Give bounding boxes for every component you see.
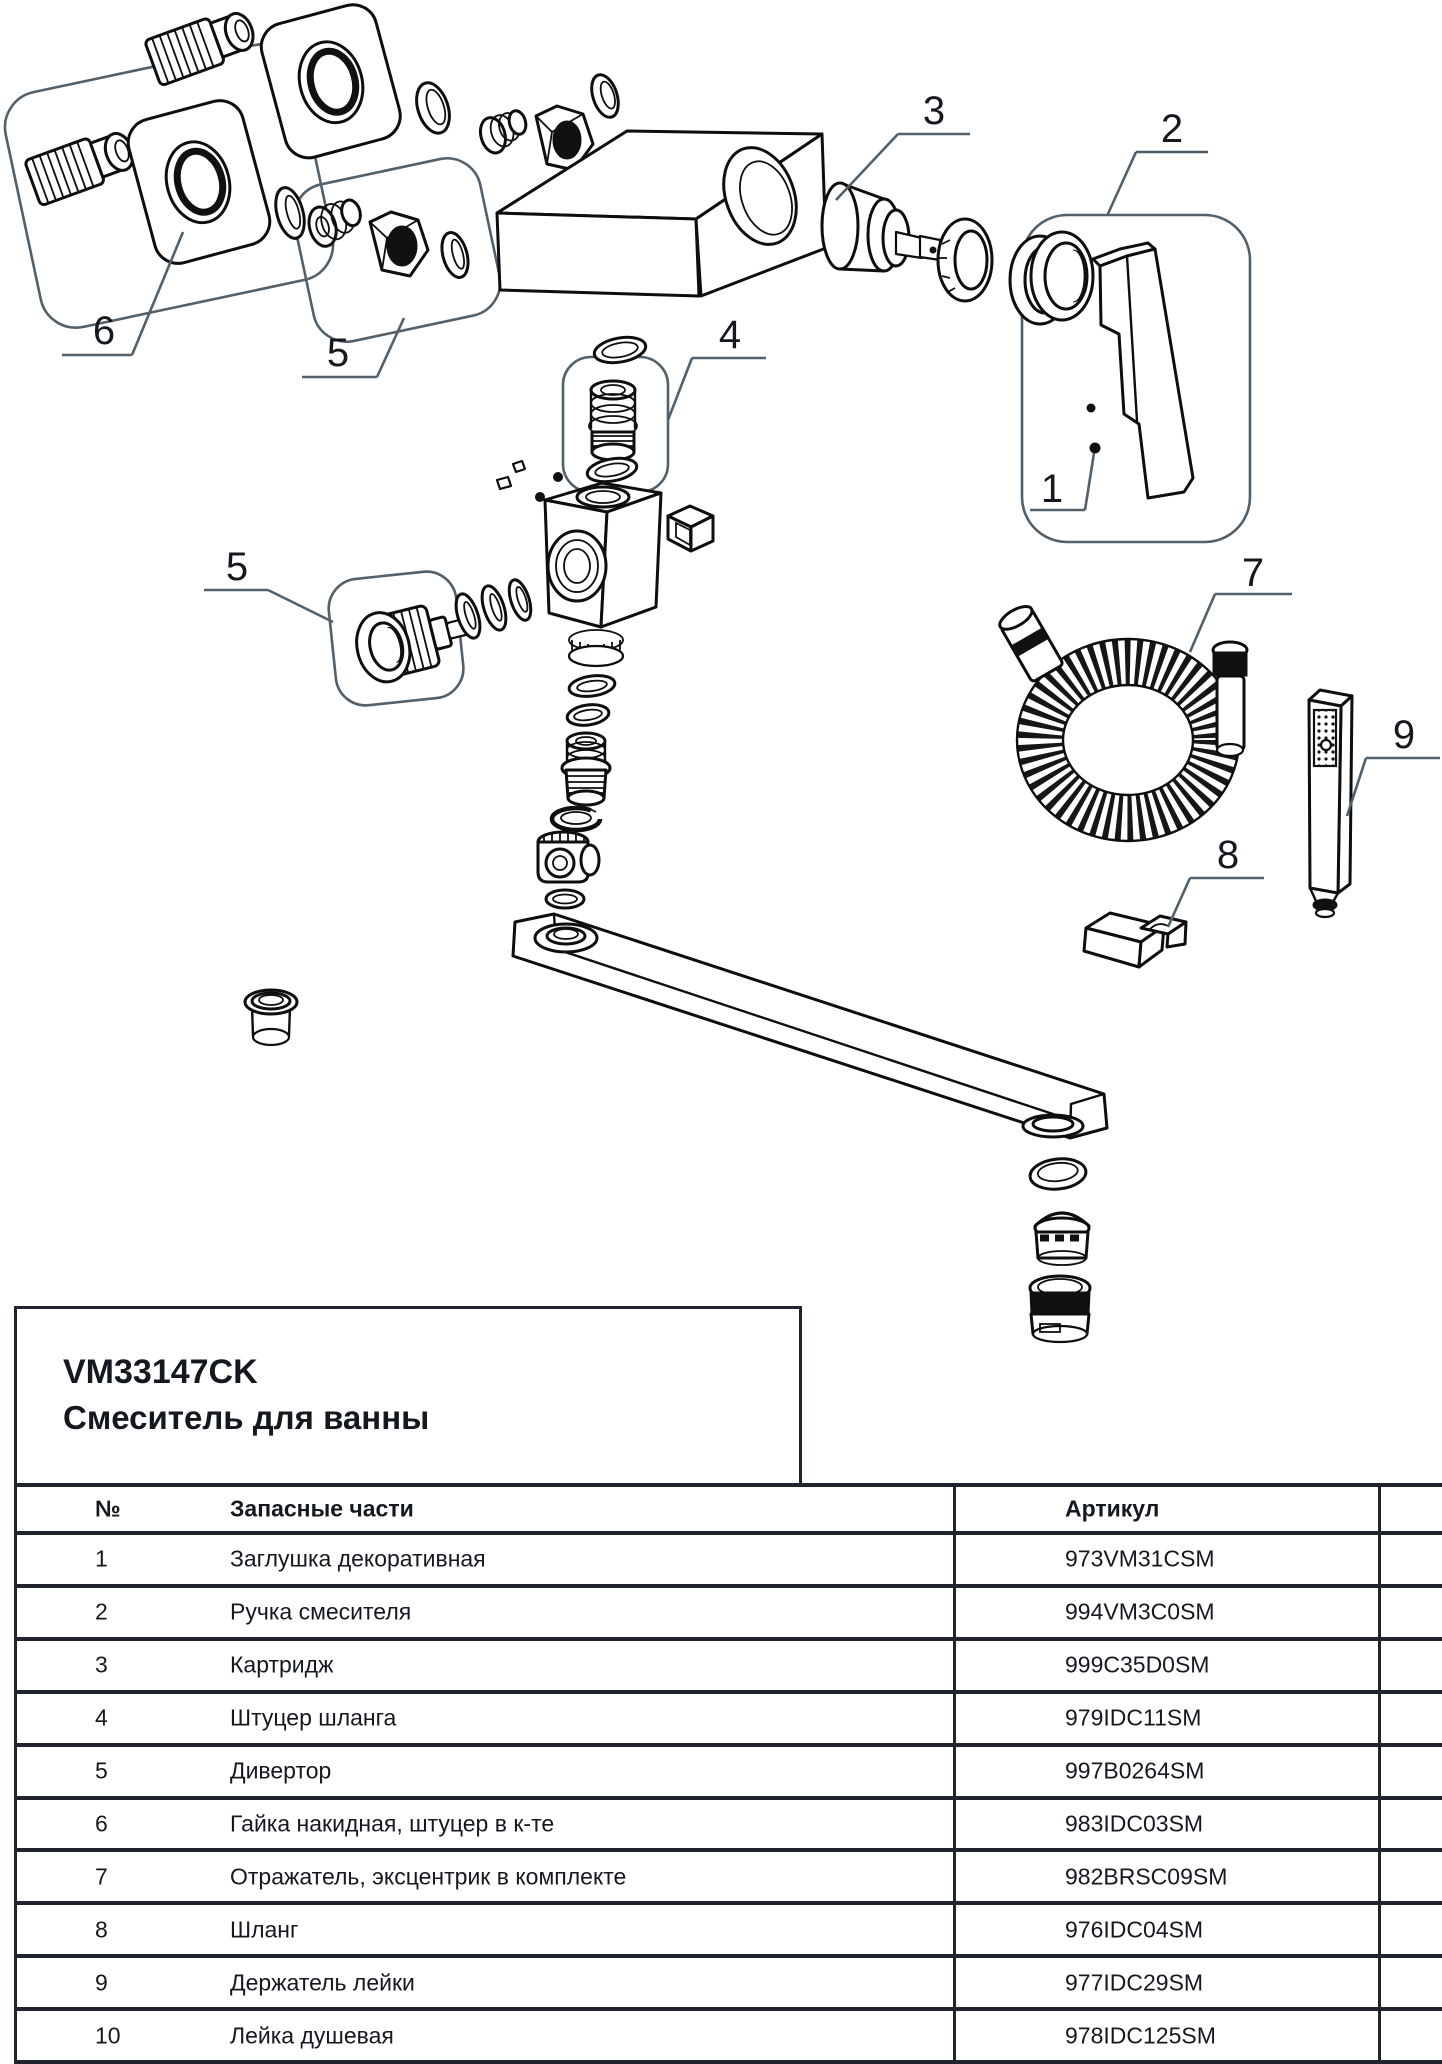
table-row — [17, 1588, 1442, 1641]
callout-label-1: 1 — [1040, 467, 1064, 511]
o-ring — [585, 455, 638, 485]
part-number: 9 — [95, 1969, 108, 1996]
square-cap — [668, 506, 713, 551]
callout-label-8: 8 — [1216, 833, 1240, 877]
aerator-housing — [1030, 1276, 1090, 1342]
part-name: Ручка смесителя — [230, 1598, 412, 1625]
header-num: № — [95, 1495, 121, 1522]
cartridge-nut — [938, 219, 992, 301]
part-article: 999C35D0SM — [1065, 1651, 1210, 1678]
part-article: 979IDC11SM — [1065, 1704, 1202, 1731]
product-code: VM33147CK — [63, 1353, 258, 1391]
spout — [513, 914, 1107, 1138]
o-ring — [592, 334, 647, 367]
o-ring — [546, 890, 584, 908]
wall-sleeve — [245, 990, 297, 1045]
o-ring — [477, 583, 510, 633]
part-article: 982BRSC09SM — [1065, 1863, 1228, 1890]
threaded-adapter — [562, 733, 610, 805]
escutcheon-plate-top — [256, 0, 406, 163]
table-row — [17, 1958, 1442, 2011]
eccentric-fitting — [477, 109, 532, 156]
aerator-o-ring — [1029, 1156, 1088, 1192]
aerator-insert — [1035, 1213, 1089, 1265]
part-number: 3 — [95, 1651, 108, 1678]
header-name: Запасные части — [230, 1495, 414, 1522]
c-clip — [552, 808, 600, 830]
part-number: 7 — [95, 1863, 108, 1890]
part-article: 983IDC03SM — [1065, 1810, 1204, 1837]
table-header-row — [17, 1487, 1442, 1535]
header-article: Артикул — [1065, 1495, 1160, 1522]
product-title-box — [14, 1306, 802, 1483]
handle-lever — [1087, 243, 1193, 498]
part-name: Лейка душевая — [230, 2022, 394, 2049]
small-screws — [497, 461, 563, 502]
part-number: 6 — [95, 1810, 108, 1837]
callout-label-5b: 5 — [225, 545, 249, 589]
escutcheon-plate-left — [123, 95, 275, 268]
o-ring — [587, 71, 623, 120]
part-name: Отражатель, эксцентрик в комплекте — [230, 1863, 627, 1890]
part-name: Заглушка декоративная — [230, 1545, 486, 1572]
hand-shower — [1309, 690, 1352, 917]
part-name: Гайка накидная, штуцер в к-те — [230, 1810, 555, 1837]
part-number: 10 — [95, 2022, 121, 2049]
part-name: Картридж — [230, 1651, 334, 1678]
o-ring — [437, 230, 472, 281]
table-row — [17, 1800, 1442, 1853]
callout-label-9: 9 — [1392, 713, 1416, 757]
callout-label-4: 4 — [718, 313, 742, 357]
diverter-block — [545, 483, 661, 666]
product-name: Смеситель для ванны — [63, 1399, 430, 1436]
part-article: 997B0264SM — [1065, 1757, 1205, 1784]
part-number: 4 — [95, 1704, 108, 1731]
part-name: Шланг — [230, 1916, 299, 1943]
o-ring — [505, 577, 535, 623]
part-article: 976IDC04SM — [1065, 1916, 1204, 1943]
table-row — [17, 1747, 1442, 1800]
part-number: 8 — [95, 1916, 108, 1943]
spare-parts-table — [14, 1483, 1442, 2064]
part-name: Дивертор — [230, 1757, 332, 1784]
table-row — [17, 1535, 1442, 1588]
part-article: 994VM3C0SM — [1065, 1598, 1215, 1625]
part-article: 978IDC125SM — [1065, 2022, 1216, 2049]
table-row — [17, 1641, 1442, 1694]
hose-nipple — [589, 381, 637, 460]
diverter-fitting — [305, 197, 367, 249]
threaded-tailpiece-left — [25, 125, 140, 206]
callout-label-3: 3 — [922, 89, 946, 133]
handle-ring — [1031, 232, 1093, 320]
callout-label-7: 7 — [1241, 551, 1265, 595]
swivel-block — [538, 832, 599, 882]
table-row — [17, 1905, 1442, 1958]
part-article: 977IDC29SM — [1065, 1969, 1204, 1996]
part-number: 2 — [95, 1598, 108, 1625]
callout-label-2: 2 — [1160, 107, 1184, 151]
threaded-tailpiece-top — [145, 5, 260, 86]
part-name: Штуцер шланга — [230, 1704, 397, 1731]
part-article: 973VM31CSM — [1065, 1545, 1215, 1572]
part-number: 1 — [95, 1545, 108, 1572]
o-ring — [566, 702, 610, 728]
table-row — [17, 1694, 1442, 1747]
table-row — [17, 1852, 1442, 1905]
shower-hose — [996, 602, 1247, 841]
callout-label-6: 6 — [92, 309, 116, 353]
hex-nut — [370, 212, 428, 276]
callout-label-5a: 5 — [326, 331, 350, 375]
table-row — [17, 2011, 1442, 2064]
part-number: 5 — [95, 1757, 108, 1784]
o-ring — [411, 79, 456, 138]
o-ring — [568, 673, 616, 699]
part-name: Держатель лейки — [230, 1969, 415, 1996]
